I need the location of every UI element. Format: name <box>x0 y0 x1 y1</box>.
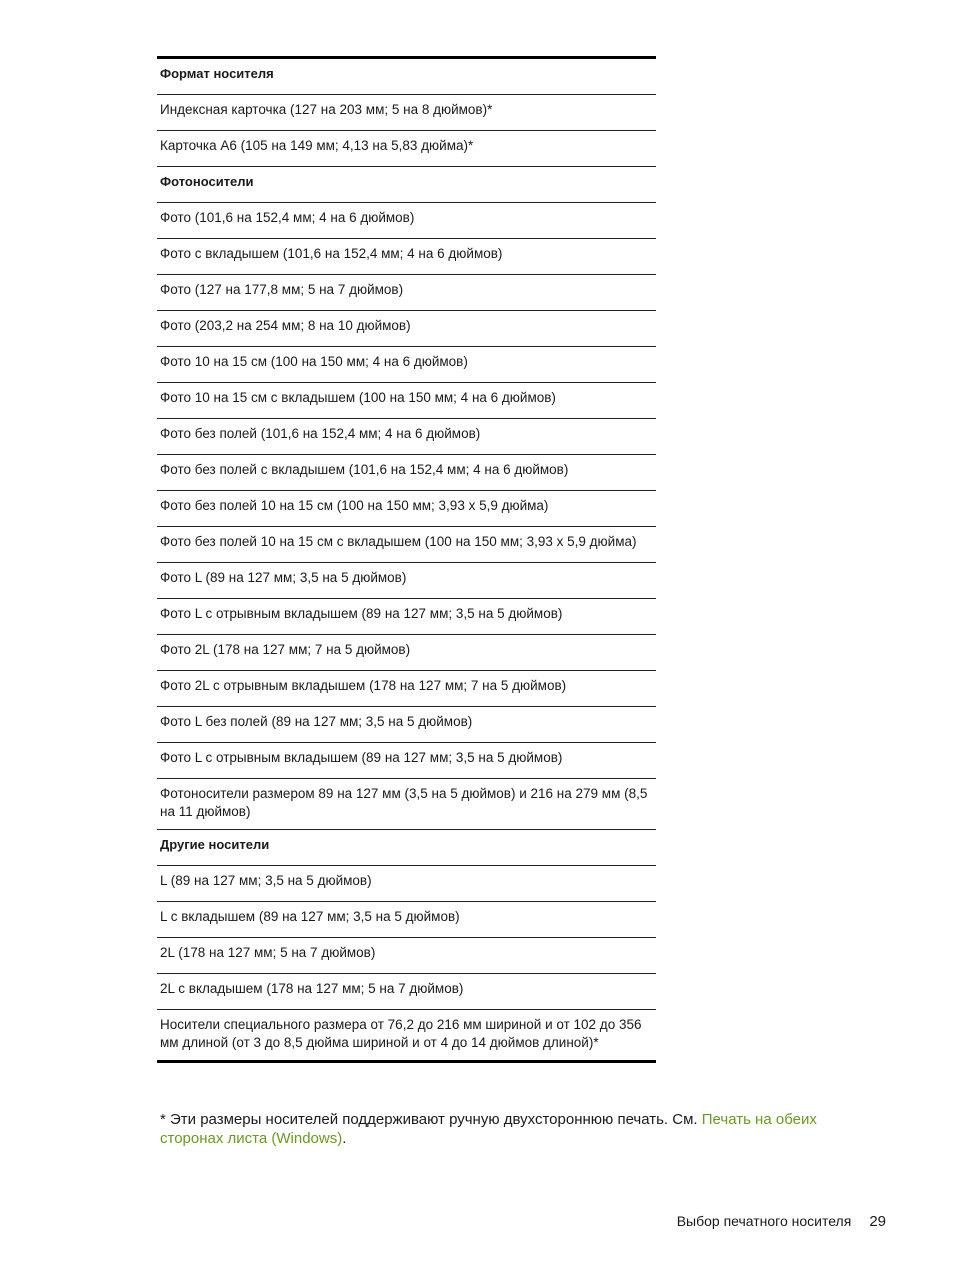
section-title: Выбор печатного носителя <box>676 1213 852 1229</box>
table-row: Карточка A6 (105 на 149 мм; 4,13 на 5,83 дюйма)* <box>157 131 656 167</box>
media-size-table <box>157 56 656 1063</box>
table-row: 2L с вкладышем (178 на 127 мм; 5 на 7 дюймов) <box>157 974 656 1010</box>
table-row: Фотоносители размером 89 на 127 мм (3,5 на 5 дюймов) и 216 на 279 мм (8,5 на 11 дюймов) <box>157 779 656 830</box>
table-row: L с вкладышем (89 на 127 мм; 3,5 на 5 дюймов) <box>157 902 656 938</box>
table-row: Фото с вкладышем (101,6 на 152,4 мм; 4 на 6 дюймов) <box>157 239 656 275</box>
table-row: Фото без полей 10 на 15 см (100 на 150 мм; 3,93 x 5,9 дюйма) <box>157 491 656 527</box>
table-row: Фото 10 на 15 см с вкладышем (100 на 150 мм; 4 на 6 дюймов) <box>157 383 656 419</box>
table-row: Фото 2L (178 на 127 мм; 7 на 5 дюймов) <box>157 635 656 671</box>
table-row: Носители специального размера от 76,2 до 216 мм шириной и от 102 до 356 мм длиной (от 3 до 8,5 дюйма шириной и от 4 до 14 дюймов длиной)* <box>160 1017 642 1050</box>
table-row: Фото L (89 на 127 мм; 3,5 на 5 дюймов) <box>157 563 656 599</box>
footnote-suffix: . <box>342 1130 347 1147</box>
table-section-header: Другие носители <box>157 830 656 866</box>
table-row: Фото без полей (101,6 на 152,4 мм; 4 на 6 дюймов) <box>157 419 656 455</box>
table-row: Фото (101,6 на 152,4 мм; 4 на 6 дюймов) <box>157 203 656 239</box>
table-row: Фото L без полей (89 на 127 мм; 3,5 на 5 дюймов) <box>157 707 656 743</box>
page-footer <box>677 1213 886 1230</box>
table-row: Фото 10 на 15 см (100 на 150 мм; 4 на 6 дюймов) <box>157 347 656 383</box>
table-row: Фото без полей 10 на 15 см с вкладышем (100 на 150 мм; 3,93 x 5,9 дюйма) <box>157 527 656 563</box>
table-section-header: Фотоносители <box>157 167 656 203</box>
table-row: Фото без полей с вкладышем (101,6 на 152,4 мм; 4 на 6 дюймов) <box>157 455 656 491</box>
table-row: Фото L с отрывным вкладышем (89 на 127 мм; 3,5 на 5 дюймов) <box>157 743 656 779</box>
table-row: L (89 на 127 мм; 3,5 на 5 дюймов) <box>157 866 656 902</box>
duplex-printing-link[interactable]: Печать на обеих сторонах листа (Windows) <box>160 1111 817 1147</box>
table-row: 2L (178 на 127 мм; 5 на 7 дюймов) <box>157 938 656 974</box>
page-number: 29 <box>869 1213 886 1230</box>
table-row: Фото (127 на 177,8 мм; 5 на 7 дюймов) <box>157 275 656 311</box>
table-row: Фото 2L с отрывным вкладышем (178 на 127 мм; 7 на 5 дюймов) <box>157 671 656 707</box>
footnote <box>160 1110 860 1148</box>
table-row: Фото L с отрывным вкладышем (89 на 127 мм; 3,5 на 5 дюймов) <box>157 599 656 635</box>
table-body <box>157 59 656 1060</box>
footnote-text: * Эти размеры носителей поддерживают ручную двухстороннюю печать. См. <box>160 1111 702 1128</box>
table-row: Фото (203,2 на 254 мм; 8 на 10 дюймов) <box>157 311 656 347</box>
table-section-header: Формат носителя <box>157 59 656 95</box>
table-row: Индексная карточка (127 на 203 мм; 5 на 8 дюймов)* <box>157 95 656 131</box>
